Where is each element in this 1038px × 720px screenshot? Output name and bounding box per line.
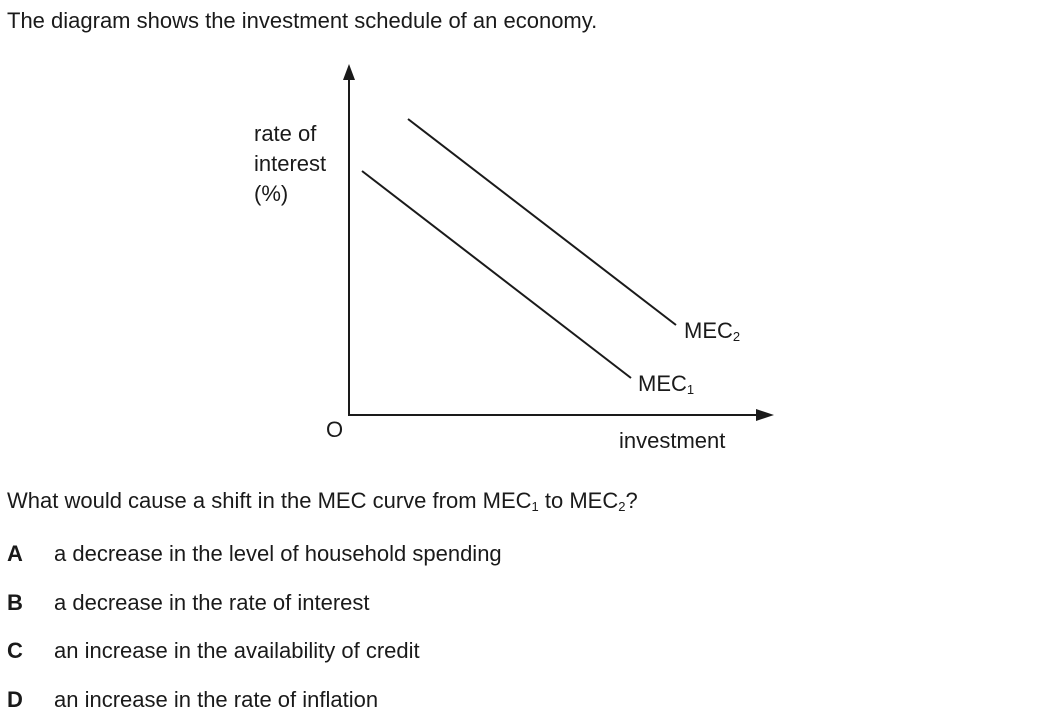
- question-sub-2: 2: [618, 499, 626, 514]
- x-axis-label: investment: [619, 428, 726, 453]
- y-axis-arrowhead: [343, 64, 355, 80]
- option-a-text: a decrease in the level of household spending: [54, 541, 502, 566]
- mec1-label-base: MEC: [638, 371, 687, 396]
- mec2-label: [684, 318, 740, 344]
- y-axis-label-line-1: rate of: [254, 121, 317, 146]
- question-part-2: to MEC: [538, 488, 619, 513]
- option-c-letter: C: [7, 638, 23, 663]
- x-axis-arrowhead: [756, 409, 774, 421]
- origin-label: O: [326, 417, 344, 442]
- option-d-text: an increase in the rate of inflation: [54, 687, 379, 712]
- intro-text: The diagram shows the investment schedule of an economy.: [7, 8, 598, 33]
- y-axis-label-line-3: (%): [254, 181, 289, 206]
- mec2-label-subscript: 2: [732, 329, 741, 344]
- option-d-letter: D: [7, 687, 23, 712]
- question-part-3: ?: [625, 488, 638, 513]
- question-sub-1: 1: [531, 499, 539, 514]
- y-axis-label: [254, 119, 326, 209]
- option-c-text: an increase in the availability of credit: [54, 638, 420, 663]
- option-b-text: a decrease in the rate of interest: [54, 590, 370, 615]
- mec2-curve: [408, 119, 676, 325]
- option-b-letter: B: [7, 590, 23, 615]
- mec2-label-base: MEC: [684, 318, 733, 343]
- y-axis-label-line-2: interest: [254, 151, 327, 176]
- question-part-1: What would cause a shift in the MEC curve from MEC: [7, 488, 532, 513]
- question-text: [7, 488, 638, 514]
- mec1-label: [638, 371, 694, 397]
- mec1-curve: [362, 171, 631, 378]
- option-a-letter: A: [7, 541, 23, 566]
- mec1-label-subscript: 1: [686, 382, 695, 397]
